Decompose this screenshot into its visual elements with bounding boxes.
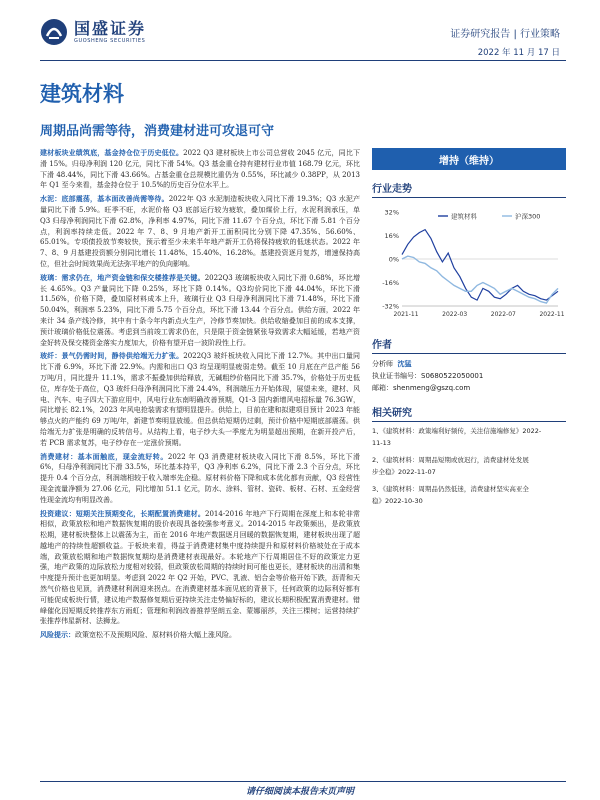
paragraph-text: 2022年 Q3 水泥制造板块收入同比下滑 19.3%；Q3 水泥产量同比下滑 5.9%。旺季不旺，水泥价格 Q3 底部运行较为疲软，叠加煤价上行，水泥利润承压，单 Q3 归母净利润同比下滑 62.8%，净利率 4.97%，同比下滑 11.67 个百分点，环比下滑 5.81 个百分点，利润率持续走低。2022 年 7、8、9 月地产新开工面积同比分别下降 47.35%、56.60%、65.01%。专项债投放节奏较快，预示着至少未来半年地产新开工仍将保持疲软的低迷状态。2022 年 7、8、9 月基建投资额分别同比增长 11.48%、15.40%、16.28%。基建投资逐月复苏，增速保持高位，但社会时间效果尚无法弥平地产的负向影响。 <box>40 195 361 268</box>
paragraph-text: 2022Q3 玻璃板块收入同比下滑 0.68%，环比增长 4.65%。Q3 产量同比下降 0.25%，环比下降 0.14%。Q3均价同比下滑 44.04%，环比下滑 11.56%，价格下降，叠加原材料成本上升，玻璃行业 Q3 归母净利润同比下滑 71.48%，环比下滑 50.04%，利润率 5.23%，同比下滑 5.75 个百分点，环比下滑 13.44 个百分点。供给方面，2022 年来计 34 条产线冷修，其中有十条今年内新点火生产，冷修节奏加快。供给收缩叠加目前的成本支撑，预计玻璃价格低位震荡。考虑到当前竣工需求仍在，只是限于资金链紧张导致需求大幅延缓，若地产资金好转及保交楼资金落实力度加大，价格有望开启一波阶段性上行。 <box>40 273 360 347</box>
logo-text-en: GUOSHENG SECURITIES <box>74 37 146 44</box>
guosheng-logo-icon <box>40 18 68 46</box>
main-content <box>40 148 360 644</box>
analyst-section-title: 作者 <box>372 336 566 354</box>
related-item[interactable] <box>372 484 566 507</box>
paragraph-text: 2022 年 Q3 消费建材板块收入同比下滑 8.5%，环比下滑 6%，归母净利润同比下滑 33.5%，环比基本持平，Q3 净利率 6.2%，同比下滑 2.3 个百分点，环比提升 0.4 个百分点，利润端相较于收入端率先企稳。原材料价格下降和成本优化都有贡献，Q3 经营性现金流量净额为 27.06 亿元，同比增加 51.1 亿元，防水、涂料、管材、瓷砖、板材、石材、五金经营性现金流均有明显改善。 <box>40 452 360 504</box>
paragraph-lead: 玻璃：需求仍在，地产资金链和保交楼推荐是关键。 <box>40 272 205 282</box>
related-item-title[interactable]: 3、《建筑材料：周期品仍然低迷，消费建材坚实高亚全 <box>372 485 529 493</box>
paragraph <box>40 194 360 270</box>
report-date: 2022 年 11 月 17 日 <box>477 48 560 58</box>
brand-logo <box>40 18 146 46</box>
related-item-date: 11-13 <box>372 438 391 447</box>
paragraph <box>40 148 360 191</box>
header-divider <box>40 60 566 61</box>
paragraph-lead: 建材板块业绩筑底，基金持仓位于历史低位。 <box>40 148 184 157</box>
paragraph-lead: 投资建议：短期关注预期变化，长期配置消费建材。 <box>40 508 205 518</box>
paragraph-lead: 消费建材：基本面触底，现金流好转。 <box>40 451 168 461</box>
paragraph-lead: 玻纤：景气仍需时间，静待供给端无力扩张。 <box>40 351 184 361</box>
rating-badge: 增持（维持） <box>372 148 566 170</box>
trend-chart-svg <box>372 202 566 322</box>
paragraph <box>40 351 360 448</box>
trend-chart <box>372 202 566 326</box>
footer-divider <box>40 781 566 782</box>
paragraph-lead: 水泥：底部震荡，基本面改善尚需等待。 <box>40 194 169 204</box>
risk-paragraph <box>40 630 360 641</box>
page-header <box>0 0 600 60</box>
related-item[interactable] <box>372 426 566 449</box>
analyst-row <box>372 358 566 370</box>
x-tick-label: 2022-11 <box>539 311 565 318</box>
paragraph <box>40 273 360 349</box>
x-tick-label: 2021-11 <box>393 311 419 318</box>
y-tick-label: 16% <box>384 232 399 240</box>
related-section-title: 相关研究 <box>372 404 566 422</box>
related-item-title[interactable]: 1、《建筑材料：政策端利好频传，关注信施端修复》2022- <box>372 427 542 435</box>
y-tick-label: -16% <box>382 279 399 287</box>
y-tick-label: 0% <box>388 255 399 264</box>
paragraph-text: 2022Q3 玻纤板块收入同比下滑 12.7%。其中出口量同比下滑 6.9%，环比下滑 22.9%。内需和出口 Q3 均呈现明显疲弱走势。截至 10 月底在产总产能 56 万吨/月，同比提升 11.1%，需求不振叠加供给释放，无碱粗纱价格同比下滑 35.7%，价格处于历史低位，库存处于高位，Q3 玻纤归母净利润同比下滑 24.4%，利润端压力开始体现，展望未来，建材、风电、汽车、电子四大下游应用中，风电行业东南明确改善预期，Q1-3 国内新增风电招标量 76.3GW，同比增长 82.1%，2023 年风电抢装需求有望明显提升。供给上，目前在建和拟建项目预计 2023 年能够点火的产能约 69 万吨/年，新建节奏明显放缓。但总供给短期仍过剩，预计价格中短期底部震荡。供给端无力扩张是明确的反转信号。从结构上看，电子纱大头一季度尤为明显超出预期，在新开投产后，若 PCB 需求复苏，电子纱存在一定涨价预期。 <box>40 352 360 447</box>
y-tick-label: -32% <box>382 302 399 311</box>
x-tick-label: 2022-03 <box>442 311 468 318</box>
legend-label: 沪深300 <box>515 212 541 221</box>
paragraph <box>40 509 360 628</box>
related-item-date: 步全稳》2022-11-07 <box>372 467 436 476</box>
related-item-date: 稳》2022-10-30 <box>372 496 423 505</box>
analyst-cert: 执业证书编号：S0680522050001 <box>372 372 484 380</box>
analyst-email[interactable]: 邮箱：shenmeng@gszq.com <box>372 384 471 392</box>
x-tick-label: 2022-07 <box>490 311 516 318</box>
series-line <box>402 230 558 301</box>
legend-label: 建筑材料 <box>451 212 477 221</box>
related-item-title[interactable]: 2、《建筑材料：周期品短期或放迟行，消费建材处发展 <box>372 456 529 464</box>
analyst-name: 沈猛 <box>397 360 412 368</box>
related-item[interactable] <box>372 455 566 478</box>
analyst-label: 分析师 <box>372 360 393 368</box>
report-type: 证券研究报告 | 行业策略 <box>450 29 560 40</box>
paragraph-text: 2022 Q3 建材板块上市公司总营收 2045 亿元，同比下滑 15%。归母净利润 120 亿元，同比下滑 54%。Q3 基金重仓持有建材行业市值 168.79 亿元，环比下滑 48.44%，同比下滑 43.66%。占基金重仓总规模比重仍为 0.55%，环比减少 0.38PP，从 2013 年 Q1 至今来看，基金持仓位于 10.5%的历史百分位水平上。 <box>40 149 360 190</box>
page-subtitle: 周期品尚需等待，消费建材进可攻退可守 <box>40 124 275 139</box>
risk-lead: 风险提示： <box>40 630 75 640</box>
risk-text: 政策宽松不及预期风险、原材料价格大幅上涨风险。 <box>75 631 236 640</box>
logo-text-cn: 国盛证券 <box>74 18 147 38</box>
sidebar <box>372 148 566 507</box>
paragraph <box>40 452 360 506</box>
footer-disclaimer: 请仔细阅读本报告末页声明 <box>245 787 354 797</box>
paragraph-text: 2014-2016 年地产下行周期在深度上和本轮非常相似，政策放松和地产数据恢复期的股价表现具备较强参考意义。2014-2015 年政策频出，是政策放松期，建材板块整体上以震荡为主，而在 2016 年地产数据逐月回暖的数据恢复期，建材板块出现了超越地产的持续性超额收益。于板块来看，得益于消费建材集中度持续提升和原材料价格坡处在于成本端，政策放松期和地产数据恢复期均是消费建材表现最好。本轮地产下行周期居住不好的政策定力更强，地产政策的边际放松力度相对较弱，但政策放松周期的持续时间可能也更长，建材板块的出清和集中度提升预计也更加明显。考虑到 2022 年 Q2 开始，PVC、乳液、铝合金等价格开始下跌，沥青和天然气价格也见顶，消费建材利润迎来拐点。在消费建材基本面见底的背景下，任何政策的边际利好都有可能促成板块行情，建议地产数据修复期后更持续关注走势偏好标的，建议长期积极配置消费建材。错峰催化因短期反转推荐东方雨虹；管理和利润改善推荐坚朗五金、蒙娜丽莎，关注三棵树；运营持续扩张推荐伟星新材、法狮龙。 <box>40 509 361 626</box>
page-title: 建筑材料 <box>40 81 124 106</box>
trend-section-title: 行业走势 <box>372 180 566 198</box>
y-tick-label: 32% <box>384 208 399 217</box>
